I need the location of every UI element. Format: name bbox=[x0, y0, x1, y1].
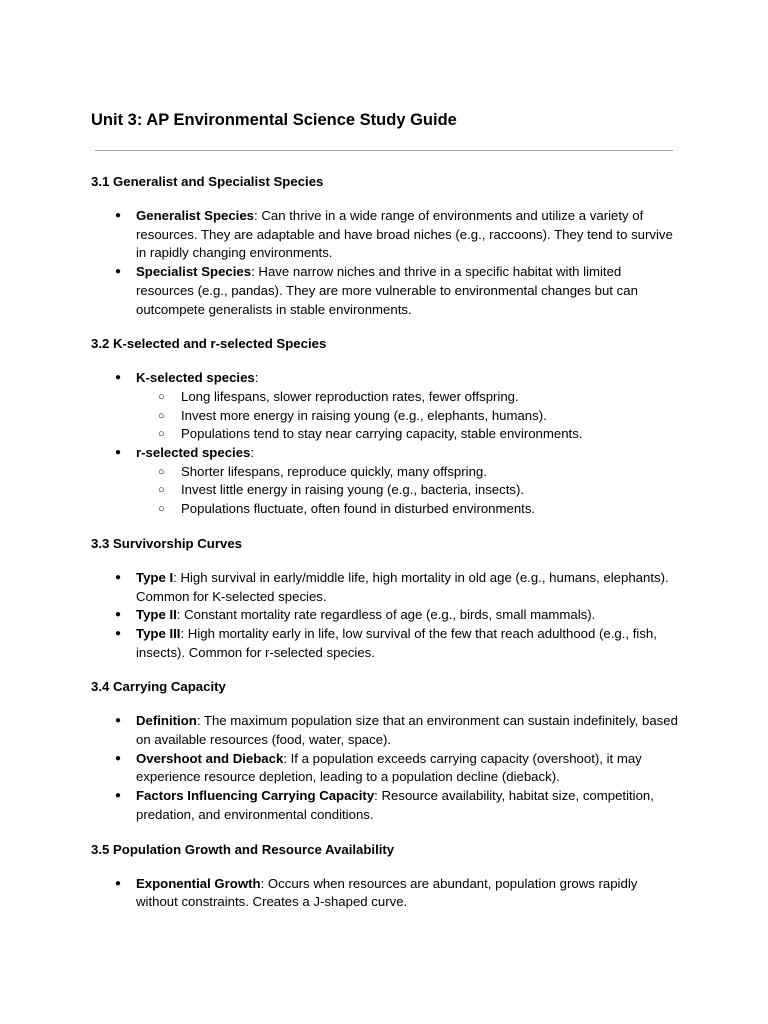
item-description: : Constant mortality rate regardless of age (e.g., birds, small mammals). bbox=[176, 607, 596, 623]
sub-item-text: Invest more energy in raising young (e.g., elephants, humans). bbox=[181, 407, 547, 423]
sub-item-text: Populations fluctuate, often found in disturbed environments. bbox=[181, 501, 536, 517]
list-item bbox=[91, 569, 681, 606]
bullet-list bbox=[91, 207, 691, 319]
section-heading: 3.1 Generalist and Specialist Species bbox=[91, 174, 324, 189]
document-body bbox=[91, 173, 691, 928]
sub-item-text: Populations tend to stay near carrying capacity, stable environments. bbox=[181, 426, 583, 442]
sub-list-item bbox=[136, 463, 681, 482]
section-heading: 3.5 Population Growth and Resource Availability bbox=[91, 841, 395, 857]
section-heading: 3.3 Survivorship Curves bbox=[91, 535, 242, 551]
circle-bullet-icon: ○ bbox=[158, 465, 165, 478]
item-term: K-selected species bbox=[136, 370, 255, 386]
list-item bbox=[91, 625, 681, 662]
bullet-icon: ● bbox=[115, 715, 122, 727]
section-heading: 3.2 K-selected and r-selected Species bbox=[91, 336, 327, 352]
sub-item-text: Shorter lifespans, reproduce quickly, many offspring. bbox=[181, 463, 487, 479]
item-description: : Occurs when resources are abundant, population grows rapidly without constraints. Creates a J-shaped curve. bbox=[136, 875, 638, 910]
item-term: r-selected species bbox=[136, 445, 251, 461]
sub-list-item bbox=[136, 500, 681, 519]
list-item bbox=[91, 369, 681, 444]
item-term: Type III bbox=[136, 625, 181, 641]
bullet-icon: ● bbox=[115, 210, 122, 221]
item-term: Factors Influencing Carrying Capacity bbox=[136, 788, 375, 804]
list-item bbox=[91, 712, 681, 749]
item-description: : If a population exceeds carrying capacity (overshoot), it may experience resource depletion, leading to a population decline (dieback). bbox=[136, 750, 642, 785]
item-description: : Can thrive in a wide range of environments and utilize a variety of resources. They are adaptable and have broad niches (e.g., raccoons). They tend to survive in rapidly changing environments. bbox=[136, 208, 673, 261]
circle-bullet-icon: ○ bbox=[158, 484, 165, 497]
bullet-list bbox=[91, 875, 691, 912]
bullet-icon: ● bbox=[115, 372, 122, 384]
sub-item-text: Long lifespans, slower reproduction rates, fewer offspring. bbox=[181, 388, 519, 404]
bullet-icon: ● bbox=[115, 447, 122, 459]
horizontal-divider bbox=[95, 150, 673, 151]
sub-list-item bbox=[136, 388, 681, 407]
item-term: Type II bbox=[136, 607, 177, 623]
bullet-icon: ● bbox=[115, 627, 122, 639]
sub-item-text: Invest little energy in raising young (e.g., bacteria, insects). bbox=[181, 482, 525, 498]
item-term: Overshoot and Dieback bbox=[136, 750, 284, 766]
bullet-icon: ● bbox=[115, 877, 122, 889]
item-description: : The maximum population size that an environment can sustain indefinitely, based on available resources (food, water, space). bbox=[136, 713, 678, 748]
circle-bullet-icon: ○ bbox=[158, 409, 165, 422]
circle-bullet-icon: ○ bbox=[158, 428, 165, 441]
sub-list bbox=[136, 463, 681, 519]
item-term: Exponential Growth bbox=[136, 875, 261, 891]
sub-list-item bbox=[136, 407, 681, 426]
item-description: : High mortality early in life, low survival of the few that reach adulthood (e.g., fish, insects). Common for r-selected species. bbox=[136, 625, 657, 660]
list-item bbox=[91, 875, 681, 912]
item-term: Type I bbox=[136, 569, 174, 585]
list-item bbox=[91, 787, 681, 824]
bullet-list bbox=[91, 712, 691, 824]
circle-bullet-icon: ○ bbox=[158, 390, 165, 403]
list-item bbox=[91, 263, 681, 319]
bullet-icon: ● bbox=[115, 571, 122, 583]
list-item bbox=[91, 444, 681, 519]
sub-list-item bbox=[136, 425, 681, 444]
circle-bullet-icon: ○ bbox=[158, 503, 165, 516]
item-description: : bbox=[254, 370, 259, 386]
bullet-icon: ● bbox=[115, 609, 122, 621]
bullet-list bbox=[91, 569, 691, 663]
list-item bbox=[91, 750, 681, 787]
bullet-list bbox=[91, 369, 691, 519]
list-item bbox=[91, 606, 681, 625]
document-title: Unit 3: AP Environmental Science Study Guide bbox=[91, 111, 457, 129]
bullet-icon: ● bbox=[115, 752, 122, 764]
item-description: : Resource availability, habitat size, competition, predation, and environmental conditions. bbox=[136, 788, 654, 822]
item-description: : Have narrow niches and thrive in a specific habitat with limited resources (e.g., pandas). They are more vulnerable to environmental changes but can outcompete generalists in stable environments. bbox=[136, 264, 638, 317]
sub-list bbox=[136, 388, 681, 444]
item-description: : High survival in early/middle life, high mortality in old age (e.g., humans, elephants). Common for K-selected species. bbox=[136, 569, 669, 604]
sub-list-item bbox=[136, 481, 681, 500]
item-term: Definition bbox=[136, 713, 197, 729]
item-description: : bbox=[250, 445, 255, 461]
list-item bbox=[91, 207, 681, 263]
item-term: Specialist Species bbox=[136, 264, 252, 280]
item-term: Generalist Species bbox=[136, 208, 255, 223]
bullet-icon: ● bbox=[115, 790, 122, 802]
bullet-icon: ● bbox=[115, 266, 122, 278]
section-heading: 3.4 Carrying Capacity bbox=[91, 679, 226, 695]
